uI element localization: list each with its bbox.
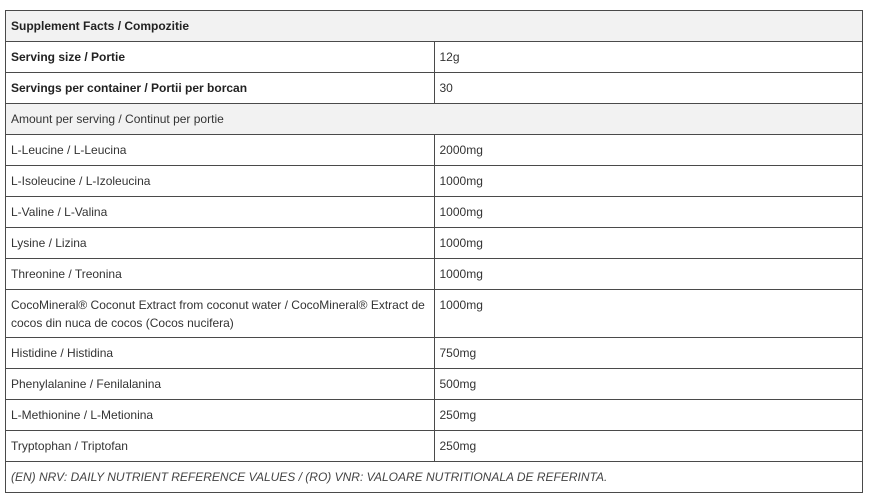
ingredient-amount: 2000mg [434,135,863,166]
table-row [6,400,863,431]
table-row [6,290,863,338]
servings-per-container-label: Servings per container / Portii per borcan [6,73,435,104]
ingredient-name: Threonine / Treonina [6,259,435,290]
serving-size-label: Serving size / Portie [6,42,435,73]
table-row [6,73,863,104]
footnote-text: (EN) NRV: DAILY NUTRIENT REFERENCE VALUES / (RO) VNR: VALOARE NUTRITIONALA DE REFERINTA. [6,462,863,493]
ingredient-name: Histidine / Histidina [6,338,435,369]
ingredient-name: L-Leucine / L-Leucina [6,135,435,166]
table-row [6,135,863,166]
ingredient-amount: 750mg [434,338,863,369]
ingredient-amount: 1000mg [434,259,863,290]
table-row [6,369,863,400]
supplement-facts-table [5,10,863,493]
table-title: Supplement Facts / Compozitie [6,11,863,42]
ingredient-name: L-Isoleucine / L-Izoleucina [6,166,435,197]
ingredient-name: L-Methionine / L-Metionina [6,400,435,431]
table-row [6,166,863,197]
table-row [6,197,863,228]
ingredient-amount: 1000mg [434,290,863,338]
ingredient-amount: 250mg [434,431,863,462]
ingredient-amount: 500mg [434,369,863,400]
table-row [6,42,863,73]
table-row [6,431,863,462]
ingredient-amount: 1000mg [434,197,863,228]
amount-header: Amount per serving / Continut per portie [6,104,863,135]
footnote-row [6,462,863,493]
table-header-row [6,11,863,42]
ingredient-amount: 1000mg [434,166,863,197]
ingredient-name: Tryptophan / Triptofan [6,431,435,462]
amount-header-row [6,104,863,135]
ingredient-amount: 250mg [434,400,863,431]
ingredient-name: Phenylalanine / Fenilalanina [6,369,435,400]
ingredient-name: CocoMineral® Coconut Extract from coconut water / CocoMineral® Extract de cocos din nuca de cocos (Cocos nucifera) [6,290,435,338]
table-row [6,259,863,290]
serving-size-value: 12g [434,42,863,73]
ingredient-amount: 1000mg [434,228,863,259]
ingredient-name: Lysine / Lizina [6,228,435,259]
table-row [6,338,863,369]
table-row [6,228,863,259]
ingredient-name: L-Valine / L-Valina [6,197,435,228]
servings-per-container-value: 30 [434,73,863,104]
